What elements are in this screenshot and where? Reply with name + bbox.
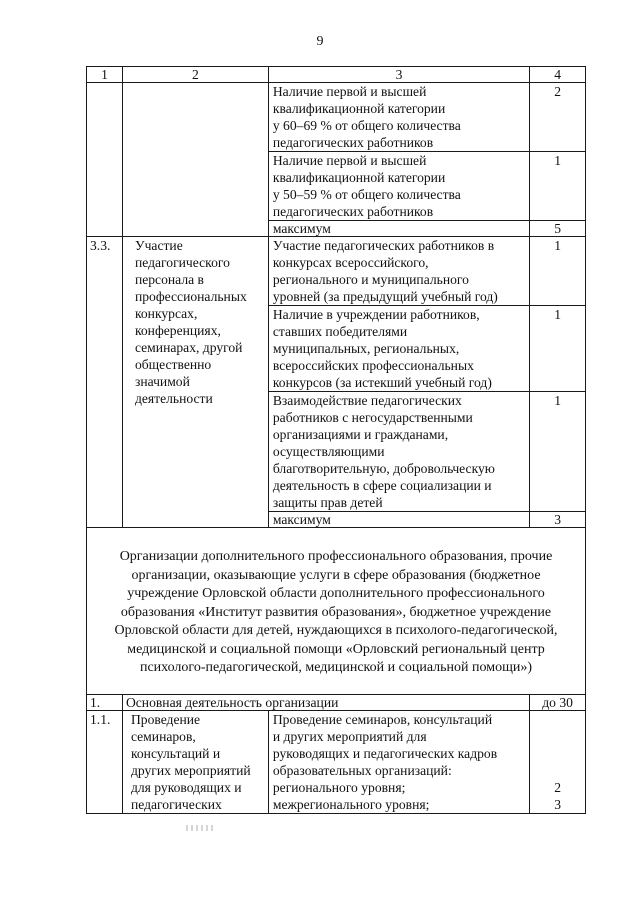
empty-indicator-cell <box>122 83 268 237</box>
page-number: 9 <box>316 34 324 49</box>
header-col-4: 4 <box>530 67 586 83</box>
row-number: 3.3. <box>87 237 123 528</box>
indicator-cell: Участие педагогического персонала в профессиональных конкурсах, конференциях, семинарах, другой общественно значимой деятельности <box>122 237 268 528</box>
points-cell: 1 <box>530 237 586 306</box>
points-cell: 1 <box>530 152 586 221</box>
points-interregional: 3 <box>554 796 561 812</box>
header-col-1: 1 <box>87 67 123 83</box>
row-number: 1. <box>87 694 123 710</box>
criterion-cell: Наличие первой и высшей квалификационной категории у 50–59 % от общего количества педагогических работников <box>268 152 529 221</box>
level-regional: регионального уровня; <box>272 779 406 795</box>
max-points: 3 <box>530 512 586 528</box>
max-points: 5 <box>530 221 586 237</box>
criterion-intro: Проведение семинаров, консультаций и других мероприятий для руководящих и педагогических кадров образовательных организаций: <box>272 711 498 778</box>
criterion-cell: Наличие в учреждении работников, ставших победителями муниципальных, региональных, всероссийских профессиональных конкурсов (за истекший учебный год) <box>268 306 529 392</box>
points-cell: 1 <box>530 392 586 512</box>
points-cell: 2 <box>530 83 586 152</box>
table-row <box>87 83 586 152</box>
criterion-cell: Взаимодействие педагогических работников с негосударственными организациями и гражданами, осуществляющими благотворительную, добровольческую деятельность в сфере социализации и защиты прав детей <box>268 392 529 512</box>
header-col-3: 3 <box>268 67 529 83</box>
points-regional: 2 <box>554 779 561 795</box>
criteria-table <box>86 66 586 814</box>
row-title: Основная деятельность организации <box>122 694 529 710</box>
max-label: максимум <box>268 221 529 237</box>
max-label: максимум <box>268 512 529 528</box>
points-cell: до 30 <box>530 694 586 710</box>
level-interregional: межрегионального уровня; <box>272 796 430 812</box>
section-heading-row <box>87 528 586 695</box>
criterion-cell: Наличие первой и высшей квалификационной категории у 60–69 % от общего количества педагогических работников <box>268 83 529 152</box>
points-cell: 1 <box>530 306 586 392</box>
table-row <box>87 710 586 813</box>
section-heading: Организации дополнительного профессионального образования, прочие организации, оказывающие услуги в сфере образования (бюджетное учреждение Орловской области дополнительного профессионального образования «Институт развития образования», бюджетное учреждение Орловской области для детей, нуждающихся в психолого-педагогической, медицинской и социальной помощи «Орловский региональный центр психолого-педагогической, медицинской и социальной помощи») <box>87 528 586 695</box>
table-header-row <box>87 67 586 83</box>
indicator-cell: Проведение семинаров, консультаций и других мероприятий для руководящих и педагогических <box>122 710 268 813</box>
empty-number-cell <box>87 83 123 237</box>
scan-artifact <box>186 825 214 831</box>
table-row <box>87 694 586 710</box>
criterion-cell <box>268 710 529 813</box>
criterion-cell: Участие педагогических работников в конкурсах всероссийского, регионального и муниципального уровней (за предыдущий учебный год) <box>268 237 529 306</box>
row-number: 1.1. <box>87 710 123 813</box>
header-col-2: 2 <box>122 67 268 83</box>
points-cell <box>530 710 586 813</box>
table-row <box>87 237 586 306</box>
